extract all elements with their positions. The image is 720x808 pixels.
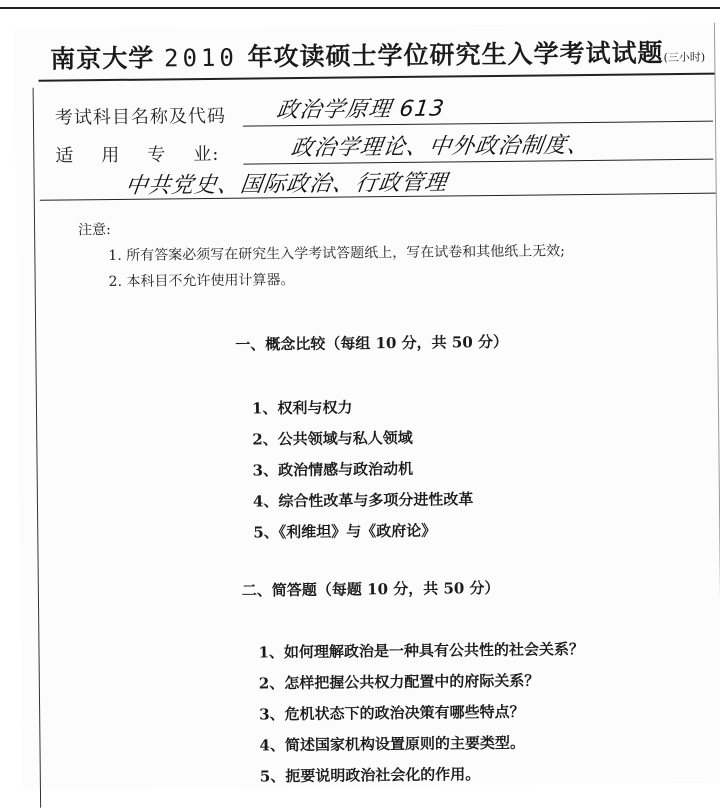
major-value-line1: 政治学理论、中外政治制度、 <box>289 132 592 162</box>
note-item: 2. 本科目不允许使用计算器。 <box>108 272 295 291</box>
paper-border-left <box>33 88 42 808</box>
question-item: 5、《利维坦》与《政府论》 <box>253 521 437 542</box>
exam-year: 2010 <box>163 43 238 73</box>
scan-edge-line <box>0 7 720 9</box>
section-title-concept-comparison: 一、概念比较（每组 10 分，共 50 分） <box>235 332 509 354</box>
question-item: 1、权利与权力 <box>251 398 353 418</box>
major-label-char: 用 <box>101 144 148 167</box>
exam-header <box>50 33 710 76</box>
question-item: 3、危机状态下的政治决策有哪些特点？ <box>259 702 525 724</box>
notes-heading: 注意: <box>78 221 111 239</box>
question-list-section1 <box>252 391 474 548</box>
question-item: 5、扼要说明政治社会化的作用。 <box>259 765 481 786</box>
exam-title: 年攻读硕士学位研究生入学考试试题 <box>247 38 664 72</box>
question-item: 1、如何理解政治是一种具有公共性的社会关系？ <box>258 640 585 662</box>
section-title-short-answer: 二、简答题（每题 10 分，共 50 分） <box>241 578 500 600</box>
major-label-char: 专 <box>147 144 194 166</box>
major-label <box>55 140 219 168</box>
question-item: 4、综合性改革与多项分进性改革 <box>252 490 474 511</box>
major-label-char: 业: <box>193 143 220 166</box>
subject-value: 政治学原理 613 <box>274 96 447 124</box>
exam-notes <box>78 212 565 295</box>
major-label-char: 适 <box>55 145 102 167</box>
note-item: 1. 所有答案必须写在研究生入学考试答题纸上，写在试卷和其他纸上无效; <box>108 243 565 265</box>
question-item: 3、政治情感与政治动机 <box>252 459 414 480</box>
university-name: 南京大学 <box>50 43 155 74</box>
exam-paper <box>14 23 720 790</box>
exam-duration: (三小时) <box>663 50 706 65</box>
question-list-section2 <box>258 634 585 792</box>
question-item: 4、简述国家机构设置原则的主要类型。 <box>259 733 526 755</box>
paper-border-right <box>714 23 720 783</box>
major-value-line2: 中共党史、国际政治、行政管理 <box>123 170 449 199</box>
question-item: 2、怎样把握公共权力配置中的府际关系？ <box>258 671 540 693</box>
question-item: 2、公共领域与私人领域 <box>252 428 413 449</box>
subject-label: 考试科目名称及代码 <box>54 105 227 129</box>
